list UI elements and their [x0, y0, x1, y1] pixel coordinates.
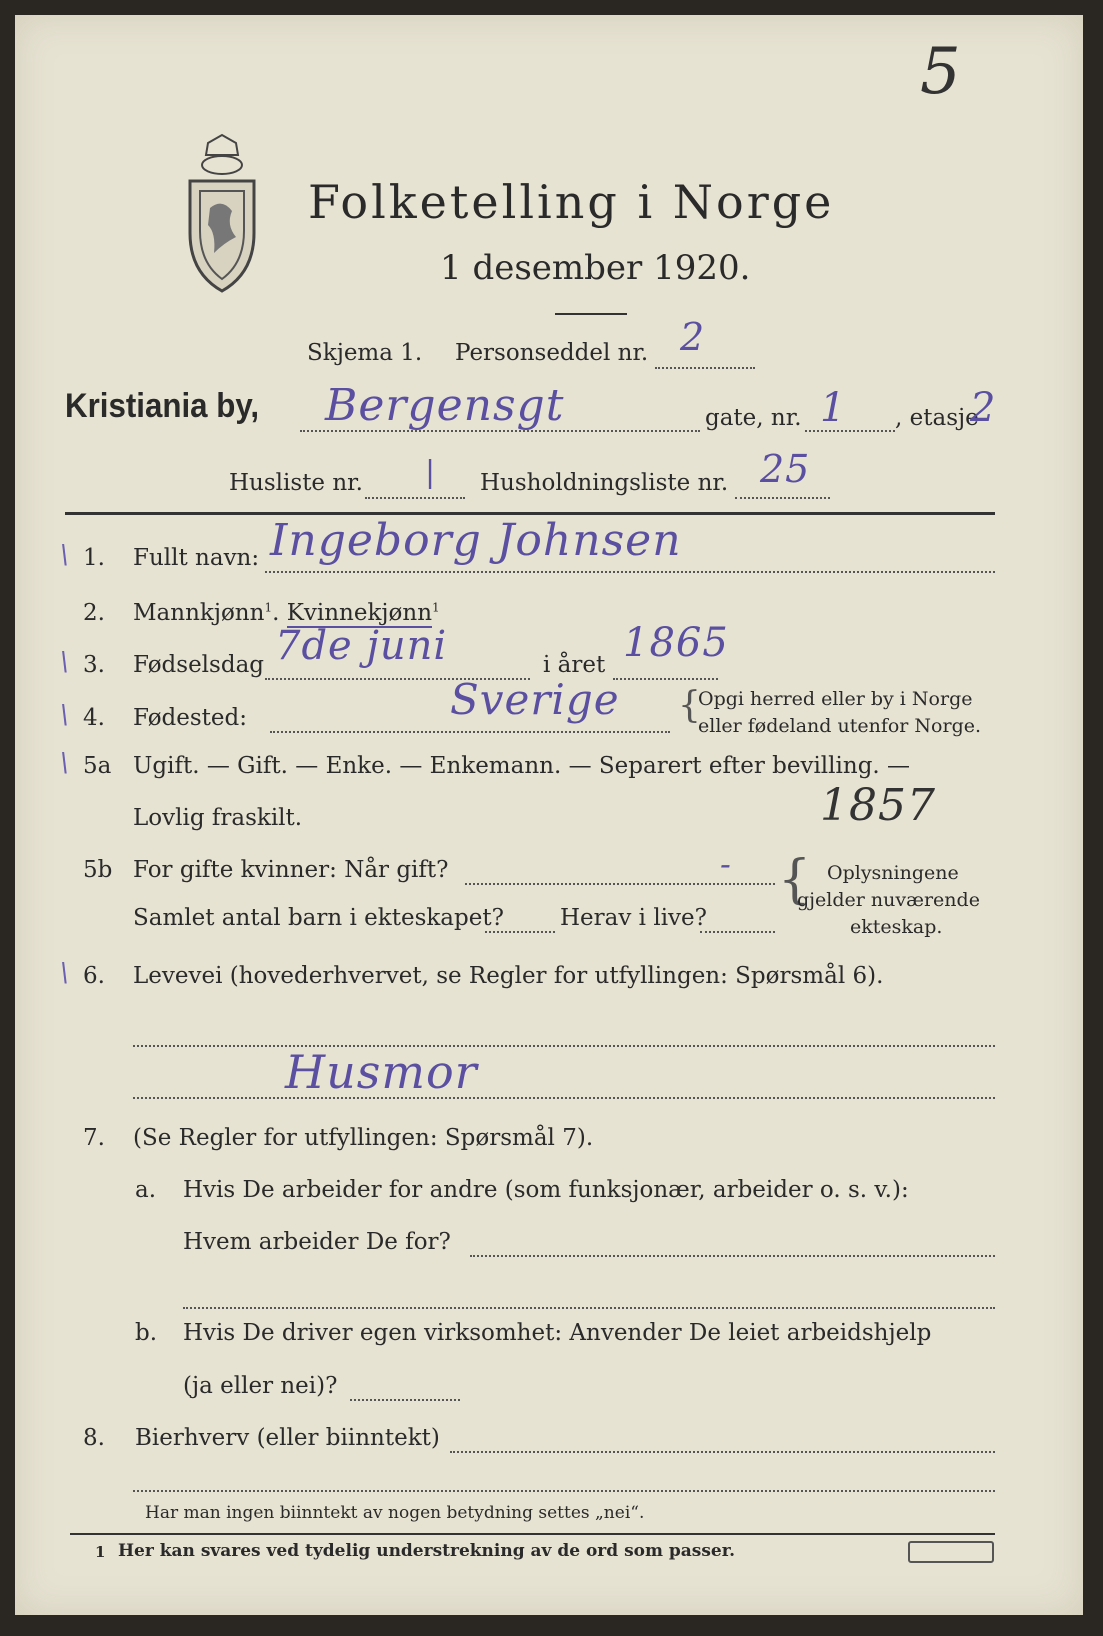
q2-text: Mannkjønn$^1$. Kvinnekjønn$^1$ — [133, 600, 440, 626]
q4-note-2: eller fødeland utenfor Norge. — [698, 715, 982, 737]
form-date: 1 desember 1920. — [440, 248, 751, 288]
gate-nr-value: 1 — [820, 385, 847, 431]
q8-number: 8. — [83, 1425, 105, 1451]
q3-year-value: 1865 — [623, 620, 729, 666]
q4-number: 4. — [83, 705, 105, 731]
check-tick: \ — [60, 540, 69, 570]
q4-value: Sverige — [450, 675, 620, 724]
q5b-note-3: ekteskap. — [850, 916, 943, 938]
q3-year-label: i året — [543, 652, 606, 678]
q4-line — [270, 731, 670, 733]
q5a-number: 5a — [83, 753, 112, 779]
q6-label: Levevei (hovederhvervet, se Regler for utfyllingen: Spørsmål 6). — [133, 963, 884, 989]
street-value: Bergensgt — [325, 380, 565, 431]
q7a-line2: Hvem arbeider De for? — [183, 1229, 451, 1255]
husholdning-label: Husholdningsliste nr. — [480, 470, 729, 496]
q6-value: Husmor — [285, 1045, 478, 1099]
gate-nr-line — [805, 430, 895, 432]
q5a-line2: Lovlig fraskilt. — [133, 805, 303, 831]
q8-note: Har man ingen biinntekt av nogen betydning settes „nei“. — [145, 1503, 645, 1523]
printer-stamp — [908, 1541, 994, 1563]
footnote-text: Her kan svares ved tydelig understrekning av de ord som passer. — [118, 1541, 736, 1561]
q7b-line — [350, 1399, 460, 1401]
etasje-value: 2 — [970, 385, 997, 431]
check-tick: \ — [60, 748, 69, 778]
q1-line — [265, 571, 995, 573]
q3-number: 3. — [83, 652, 105, 678]
q7-number: 7. — [83, 1125, 105, 1151]
q1-label: Fullt navn: — [133, 545, 260, 571]
husliste-label: Husliste nr. — [229, 470, 363, 496]
footnote-divider — [70, 1533, 995, 1535]
q5b-label-3: Herav i live? — [560, 905, 707, 931]
skjema-label: Skjema 1. — [307, 340, 423, 366]
corner-number: 5 — [920, 35, 962, 109]
q4-brace: { — [678, 685, 701, 726]
husholdning-line — [735, 497, 830, 499]
census-form-page — [15, 15, 1083, 1615]
q1-value: Ingeborg Johnsen — [270, 515, 682, 566]
q5b-number: 5b — [83, 857, 113, 883]
coat-of-arms-icon — [180, 133, 265, 298]
q2-kvinne: Kvinnekjønn — [286, 600, 433, 626]
q1-number: 1. — [83, 545, 105, 571]
etasje-label: , etasje — [895, 405, 979, 431]
q5b-line-2 — [485, 931, 555, 933]
q5b-line-3 — [700, 931, 775, 933]
q5b-note-1: Oplysningene — [827, 862, 959, 884]
q4-note-1: Opgi herred eller by i Norge — [698, 688, 973, 710]
personseddel-line — [655, 367, 755, 369]
q3-year-line — [613, 678, 718, 680]
q5b-note-2: gjelder nuværende — [797, 889, 980, 911]
q5a-margin-value: 1857 — [820, 780, 936, 831]
q6-line-1 — [133, 1045, 995, 1047]
q2-number: 2. — [83, 600, 105, 626]
q7-label: (Se Regler for utfyllingen: Spørsmål 7). — [133, 1125, 594, 1151]
q4-label: Fødested: — [133, 705, 248, 731]
q5b-value-1: - — [720, 845, 732, 883]
q7b-letter: b. — [135, 1320, 158, 1346]
q6-number: 6. — [83, 963, 105, 989]
check-tick: \ — [60, 958, 69, 988]
personseddel-value: 2 — [680, 315, 706, 359]
q7a-line-1 — [470, 1255, 995, 1257]
gate-label: gate, nr. — [705, 405, 802, 431]
title-divider — [555, 313, 627, 315]
husliste-line — [365, 497, 465, 499]
husliste-value: | — [425, 455, 437, 490]
q6-line-2 — [133, 1097, 995, 1099]
q3-day-value: 7de juni — [275, 623, 448, 669]
q7b-line2: (ja eller nei)? — [183, 1373, 338, 1399]
q7a-letter: a. — [135, 1177, 157, 1203]
q5b-line-1 — [465, 883, 775, 885]
q7a-line-2 — [183, 1307, 995, 1309]
q8-line-1 — [450, 1451, 995, 1453]
check-tick: \ — [60, 647, 69, 677]
husholdning-value: 25 — [760, 447, 811, 491]
q5b-label-1: For gifte kvinner: Når gift? — [133, 857, 449, 883]
q5a-line1: Ugift. — Gift. — Enke. — Enkemann. — Separert efter bevilling. — — [133, 753, 911, 779]
footnote-mark: 1 — [95, 1543, 106, 1561]
personseddel-label: Personseddel nr. — [455, 340, 649, 366]
q2-mann: Mannkjønn — [133, 600, 265, 626]
q3-label: Fødselsdag — [133, 652, 265, 678]
q8-label: Bierhverv (eller biinntekt) — [135, 1425, 440, 1451]
q5b-brace: { — [778, 850, 812, 910]
check-tick: \ — [60, 700, 69, 730]
q8-line-2 — [133, 1490, 995, 1492]
city-label: Kristiania by, — [65, 387, 260, 425]
q5b-label-2: Samlet antal barn i ekteskapet? — [133, 905, 504, 931]
form-title: Folketelling i Norge — [308, 175, 835, 229]
q7a-line1: Hvis De arbeider for andre (som funksjonær, arbeider o. s. v.): — [183, 1177, 909, 1203]
q7b-line1: Hvis De driver egen virksomhet: Anvender De leiet arbeidshjelp — [183, 1320, 932, 1346]
